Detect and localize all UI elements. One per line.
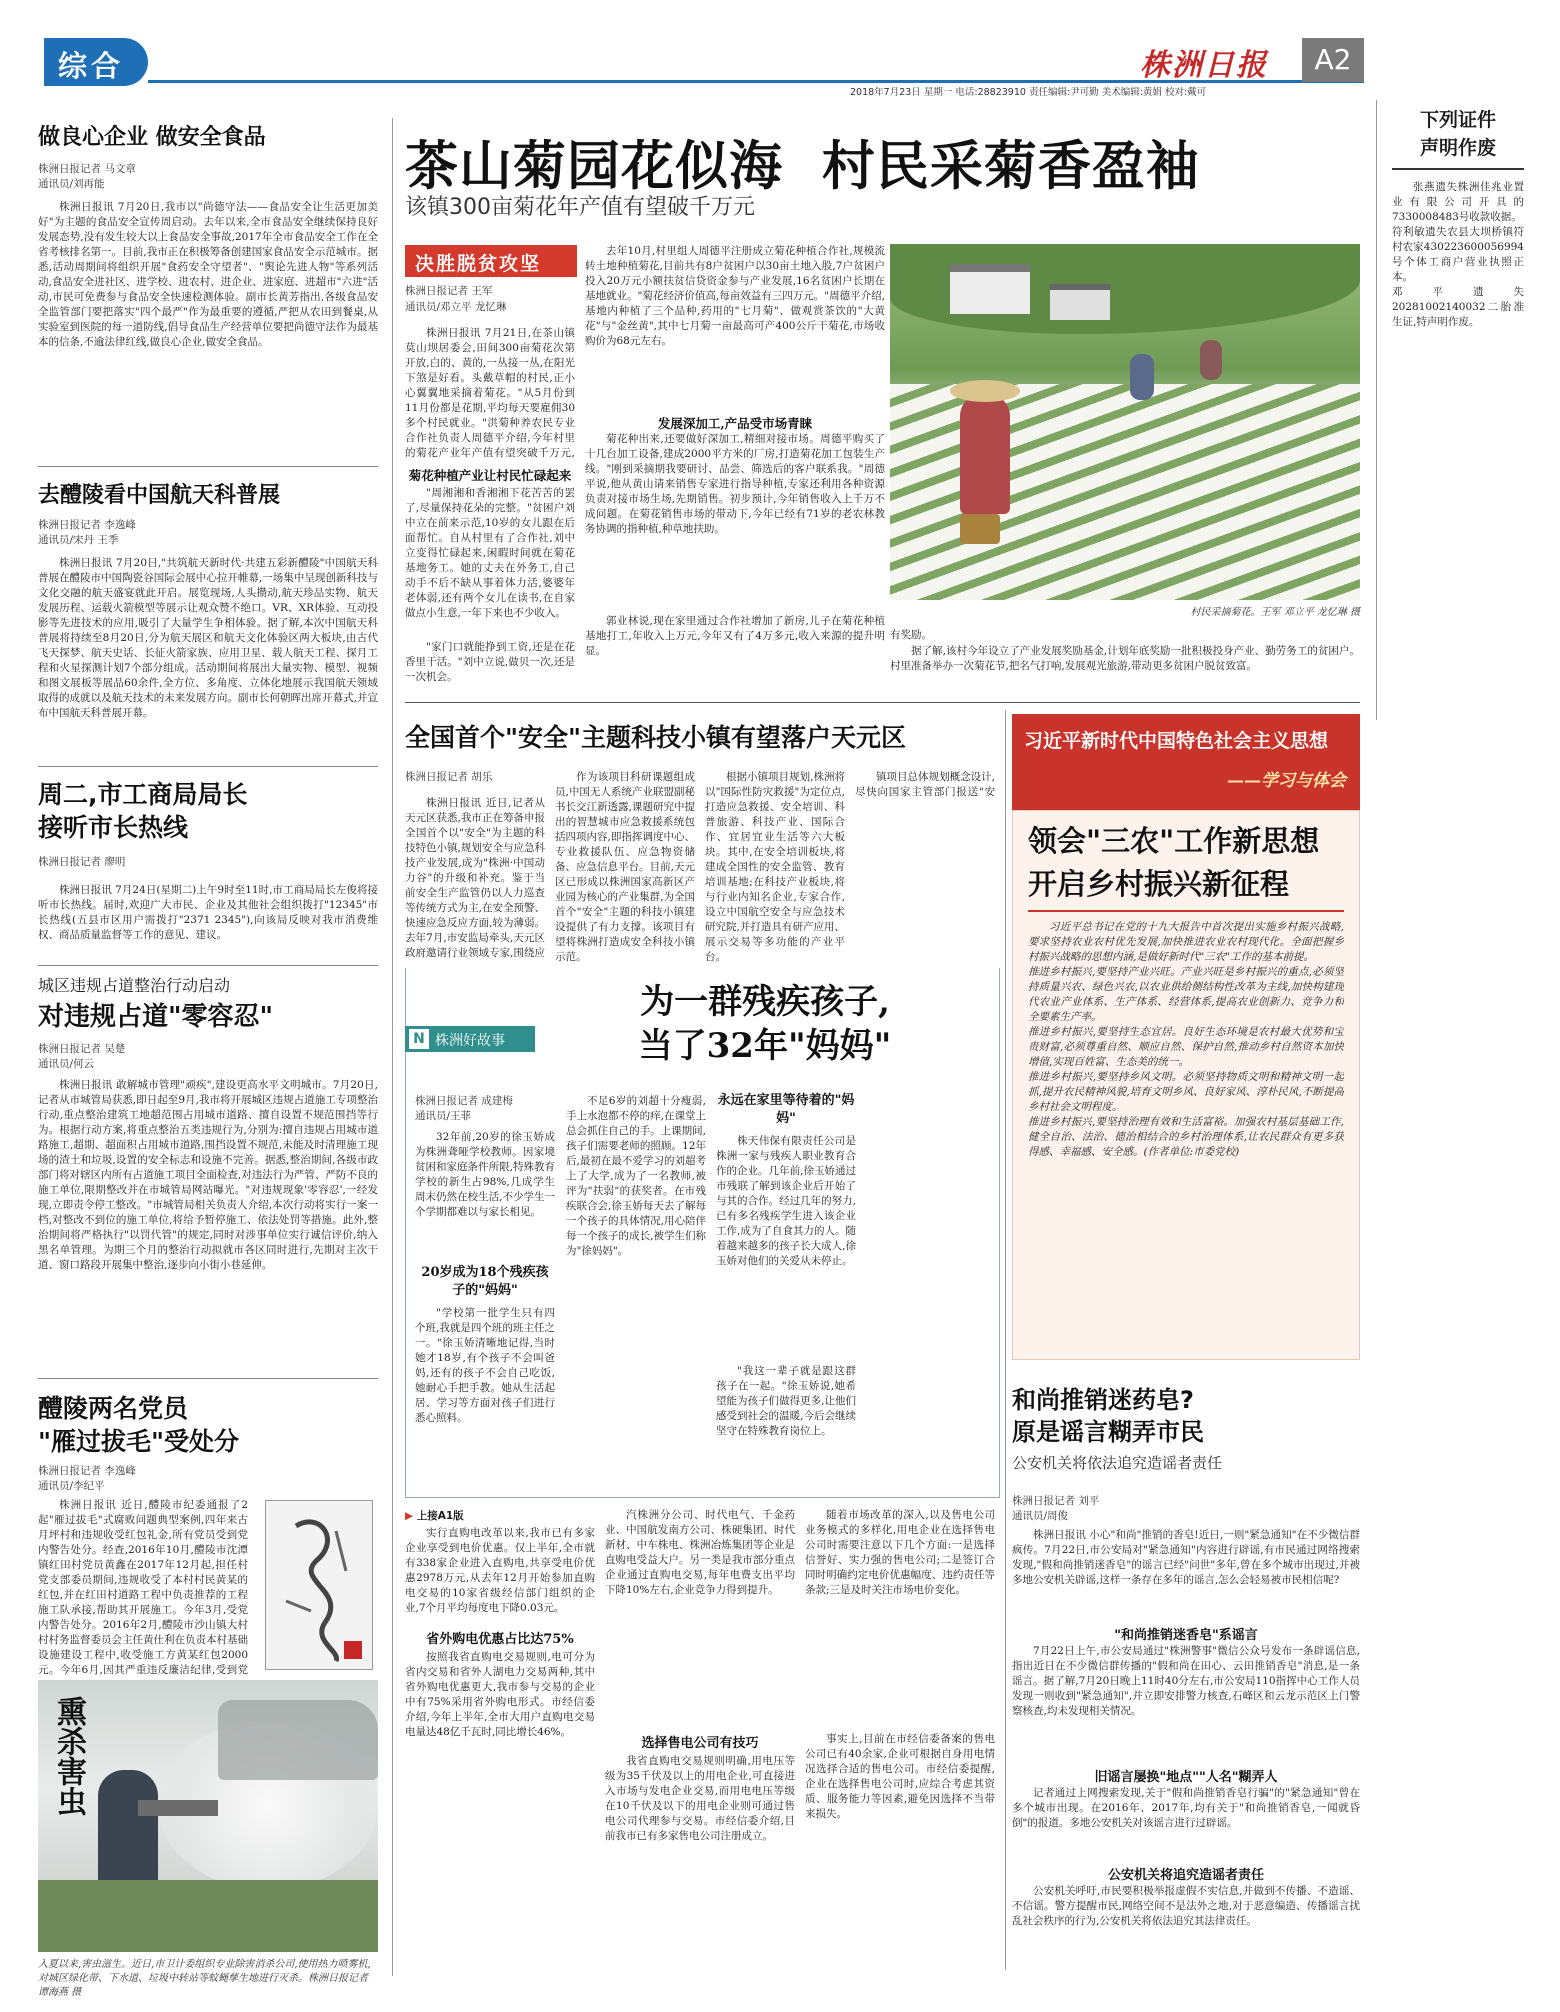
farmer-figure xyxy=(1130,354,1154,400)
byline: 通讯员/邓立平 龙忆琳 xyxy=(405,301,507,313)
news-icon: N xyxy=(409,1029,429,1049)
theory-banner-title: 习近平新时代中国特色社会主义思想 xyxy=(1024,730,1329,752)
page-number-box xyxy=(1302,38,1364,82)
basket xyxy=(960,514,1000,544)
article-body: 株天伟保有限责任公司是株洲一家与残疾人职业教育合作的企业。几年前,徐玉娇通过市残联了解到该企业后开始了与其的合作。经过几年的努力,已有多名残疾学生进入该企业工作,成为了自食其力的人。随着越来越多的孩子长大成人,徐玉娇对他们的关爱从未停止。 xyxy=(716,1135,856,1267)
campaign-tag xyxy=(405,245,577,277)
byline: 株洲日报记者 马文章 通讯员/刘再能 xyxy=(38,163,136,190)
divider xyxy=(1028,910,1344,912)
article-title-three-rural: 领会"三农"工作新思想 开启乡村振兴新征程 xyxy=(1028,824,1320,901)
byline: 株洲日报记者 胡乐 xyxy=(405,771,493,783)
article-body: 株洲日报讯 近日,记者从天元区获悉,我市正在筹备申报全国首个以"安全"为主题的科技特色小镇,规划安全与应急科技产业发展,成为"株洲·中国动力谷"的升级和补充。鉴于当前安全生产监管仍以人力巡查等传统方式为主,在安全预警、快速应急反应方面,较为薄弱。去年7月,市安监局牵头,天元区政府邀请行业领域专家,围绕应 xyxy=(405,797,545,959)
article-title-road-rectify: 对违规占道"零容忍" xyxy=(38,1002,274,1032)
chrysanthemum-field-photo xyxy=(890,244,1360,600)
notice-title: 下列证件 声明作废 xyxy=(1392,106,1524,170)
article-body: 实行直购电改革以来,我市已有多家企业享受到电价优惠。仅上半年,全市就有338家企业进入直购电,共享受电价优惠2978万元,从去年12月开始参加直购电交易的10家省级经信部门组织的企业,7个月平均每度电下降0.03元。 xyxy=(405,1527,595,1614)
article-subtitle: 公安机关将依法追究造谣者责任 xyxy=(1012,1454,1223,1472)
divider xyxy=(38,1378,378,1379)
section-label: 综合 xyxy=(58,49,125,83)
paper-logo xyxy=(1140,40,1305,83)
article-body: 随着市场改革的深入,以及售电公司业务模式的多样化,用电企业在选择售电公司时需要注意以下几个方面:一是选择信誉好、实力强的售电公司;二是签订合同时明确约定电价优惠幅度、违约责任等条款;三是及时关注市场电价变化。 xyxy=(805,1509,995,1596)
article-body: 据了解,该村今年设立了产业发展奖励基金,计划年底奖励一批积极投身产业、勤劳务工的贫困户。村里准备举办一次菊花节,把名气打响,发展观光旅游,带动更多贫困户脱贫致富。 xyxy=(890,645,1360,672)
lead-subheadline: 该镇300亩菊花年产值有望破千万元 xyxy=(405,195,755,220)
car-shape xyxy=(218,1700,378,1780)
sprayer-machine xyxy=(138,1800,218,1816)
divider xyxy=(38,766,378,767)
article-kicker: 城区违规占道整治行动启动 xyxy=(38,976,231,995)
article-body: 作为该项目科研课题组成员,中国无人系统产业联盟副秘书长交江新透露,课题研究中提出的智慧城市应急救援系统包括四项内容,即指挥调度中心、专业救援队伍、应急物资储备、应急信息平台。目前,天元区已形成以株洲国家高新区产业园为核心的产业集群,为全国首个"安全"主题的科技小镇建设提供了有力支撑。该项目有望将株洲打造成安全科技小镇示范。 xyxy=(555,771,695,962)
byline: 株洲日报记者 刘平 通讯员/周俊 xyxy=(1012,1495,1100,1522)
article-body: 汽株洲分公司、时代电气、千金药业、中国航发南方公司、株硬集团、时代新材、中车株电、株洲冶炼集团等企业是直购电受益大户。另一类是我市部分重点企业通过直购电交易,每年电费支出平均下降10%左右,企业竞争力得到提升。 xyxy=(605,1509,795,1596)
article-body: 我省直购电交易规则明确,用电压等级为35千伏及以上的用电企业,可直接进入市场与发电企业交易,而用电电压等级在10千伏及以下的用电企业则可通过售电公司代理参与交易。市经信委介绍,目前我市已有多家售电公司注册成立。 xyxy=(605,1755,795,1842)
subheading: 省外购电优惠占比达75% xyxy=(426,1632,574,1647)
column-rule-right xyxy=(1376,100,1377,720)
photo-caption: 村民采摘菊花。王军 邓立平 龙忆琳 摄 xyxy=(1190,607,1360,618)
article-body: 株洲日报讯 7月20日,"共筑航天新时代·共建五彩新醴陵"中国航天科普展在醴陵市中国陶瓷谷国际会展中心拉开帷幕,一场集中呈现创新科技与文化交融的航天盛宴就此开启。展览现场,人头攒动,航天珍品实物、航天发展历程、运载火箭模型等展示让观众赞不绝口。VR、XR体验、互动投影等先进技术的应用,吸引了大量学生争相体验。据了解,本次中国航天科普展将持续至8月20日,分为航天展区和航天文化体验区两大板块,由古代飞天探梦、航天史话、长征火箭家族、应用卫星、载人航天工程、探月工程和火星探测计划7个部分组成。活动期间将展出大量实物、模型、视频和图文展板等展品60余件,全方位、多角度、立体化地展示我国航天领域取得的成就以及航天技术的未来发展方向。副市长何朝晖出席开幕式,并宣布中国航天科普展开幕。 xyxy=(38,557,378,719)
issue-weekday: 星期一 xyxy=(923,87,953,98)
photo-title-text: 熏杀害虫 xyxy=(51,1696,86,1816)
byline: 株洲日报记者 李逸峰 通讯员/李纪平 xyxy=(38,1465,136,1492)
article-body: 菊花种出来,还要做好深加工,精细对接市场。周德平购买了十几台加工设备,建成2000平方米的厂房,打造菊花加工包装生产线。"刚到采摘期我要研讨、品尝、筛选后的客户联系我。"周德平说,他从黄山请来销售专家进行指导种植,专家还利用各种资源负责对接市场生场,先期销售。初步预计,今年销售收入上千万不成问题。在菊花销售市场的带动下,今年已经有71岁的老农林教务协调的指种植,种草地扶助。 xyxy=(585,433,885,535)
farmhouse xyxy=(950,264,1030,314)
article-title-space-expo: 去醴陵看中国航天科普展 xyxy=(38,483,281,508)
byline: 株洲日报记者 廖明 xyxy=(38,856,126,868)
continuation-marker xyxy=(405,1508,525,1523)
article-title-disabled-kids: 为一群残疾孩子, 当了32年"妈妈" xyxy=(638,982,892,1066)
article-title-food-safety: 做良心企业 做安全食品 xyxy=(38,125,266,150)
column-rule-left xyxy=(392,118,393,1976)
editor: 责任编辑:尹可勤 xyxy=(1028,87,1099,98)
subheading: "和尚推销迷香皂"系谣言 xyxy=(1114,1628,1258,1643)
triangle-icon: ▶ xyxy=(405,1510,414,1522)
notice-body: 张燕遗失株洲佳兆业置业有限公司开具的7330008483号收款收据。 符利敏遗失农县大坝桥镇符村农家430223600056994号个体工商户营业执照正本。 邓平遗失20281002140032二胎准生证,特声明作废。 xyxy=(1392,181,1524,328)
byline: 株洲日报记者 李逸峰 通讯员/宋丹 王季 xyxy=(38,519,136,546)
art-editor: 美术编辑:黄娟 xyxy=(1101,87,1162,98)
farmer-figure xyxy=(1200,340,1222,380)
article-body: 不足6岁的刘超十分瘦弱,手上水泡都不停的痒,在课堂上总会抓住自己的手。上课期间,孩子们需要老师的照顾。12年后,最初在最不爱学习的刘超考上了大学,成为了一名教师,被评为"扶弱"的获奖者。在市残疾联合会,徐玉娇每天去了解每一个孩子的具体情况,用心陪伴每一个孩子的成长,被学生们称为"徐妈妈"。 xyxy=(566,1095,706,1257)
article-body: 株洲日报讯 小心"和尚"推销的香皂!近日,一则"紧急通知"在不少微信群疯传。7月22日,市公安局对"紧急通知"内容进行辟谣,有市民通过网络搜索发现,"假和尚推销迷香皂"的谣言已经"问世"多年,曾在多个城市出现过,并被多地公安机关辟谣,这样一条存在多年的谣言,怎么会轻易被市民相信呢? xyxy=(1012,1529,1360,1586)
divider xyxy=(38,466,378,467)
lead-headline: 茶山菊园花似海 村民采菊香盈袖 xyxy=(405,136,1200,197)
article-body: "我这一辈子就是跟这群孩子在一起。"徐玉娇说,她希望能为孩子们做得更多,让他们感受到社会的温暖,今后会继续坚守在特殊教育岗位上。 xyxy=(716,1365,856,1437)
calligraphy-stamp xyxy=(265,1500,373,1670)
article-body: "学校第一批学生只有四个班,我就是四个班的班主任之一。"徐玉娇清晰地记得,当时她才18岁,有个孩子不会叫爸妈,还有的孩子不会自己吃饭,她耐心手把手教。她从生活起居、学习等方面对孩子们进行悉心照料。 xyxy=(415,1307,555,1424)
story-tag xyxy=(405,1026,535,1052)
article-body: 按照我省直购电交易规则,电可分为省内交易和省外人湖电力交易两种,其中省外购电优惠更大,我市参与交易的企业中有75%采用省外购电形式。市经信委介绍,今年上半年,全市大用户直购电交易电量达48亿千瓦时,同比增长46%。 xyxy=(405,1651,595,1738)
article-body: 记者通过上网搜索发现,关于"假和尚推销香皂行骗"的"紧急通知"曾在多个城市出现。在2016年、2017年,均有关于"和尚推销香皂,一闻就昏倒"的报道。多地公安机关对该谣言进行过辟谣。 xyxy=(1012,1787,1360,1829)
article-body: 株洲日报讯 7月24日(星期二)上午9时至11时,市工商局局长左俊将接听市长热线。届时,欢迎广大市民、企业及其他社会组织拨打"12345"市长热线(五县市区用户需拨打"2371 2345"),向该局反映对我市消费维权、商品质量监督等工作的意见、建议。 xyxy=(38,884,378,941)
photo-caption: 入夏以来,害虫滋生。近日,市卫计委组织专业除害消杀公司,使用热力喷雾机,对城区绿化带、下水道、垃圾中转站等蚊蝇孳生地进行灭杀。株洲日报记者 谭海燕 摄 xyxy=(38,1959,371,1998)
divider xyxy=(38,965,378,966)
byline: 株洲日报记者 成建梅 通讯员/王菲 xyxy=(415,1095,513,1122)
article-body: 7月22日上午,市公安局通过"株洲警事"微信公众号发布一条辟谣信息,指出近日在不少微信群传播的"假和尚在田心、云田推销香皂"消息,是一条谣言。据了解,7月20日晚上11时40分左右,市公安局110指挥中心工作人员发现一则收到"紧急通知",并立即安排警力核查,石峰区和云龙示范区上门警察核查,均未发现相关情况。 xyxy=(1012,1645,1360,1717)
theory-banner-sub: ——学习与体会 xyxy=(1227,771,1346,791)
hedge xyxy=(38,1880,378,1952)
article-body: 事实上,目前在市经信委备案的售电公司已有40余家,企业可根据自身用电情况选择合适的售电公司。市经信委提醒,企业在选择售电公司时,应综合考虑其资质、服务能力等因素,避免因选择不当带来损失。 xyxy=(805,1733,995,1820)
article-body: 根据小镇项目规划,株洲将以"国际性防灾救援"为定位点,打造应急救援、安全培训、科普旅游、科技产业、国际合作、宜居宜业生活等六大板块。其中,在安全培训板块,将建成全国性的安全监管、教育培训基地;在科技产业板块,将与行业内知名企业,专家合作,设立中国航空安全与应急技术研究院,并打造具有研产应用、展示交易等多功能的产业平台。 xyxy=(705,771,845,962)
article-body: 郭业林说,现在家里通过合作社增加了新房,儿子在菊花种植基地打工,年收入上万元,今年又有了4万多元,收入来源的提升明显。 xyxy=(585,615,885,657)
story-tag-label: 株洲好故事 xyxy=(435,1033,505,1049)
farmhouse xyxy=(1050,284,1110,320)
article-body: 株洲日报讯 敢解城市管理"顽疾",建设更高水平文明城市。7月20日,记者从市城管局获悉,即日起至9月,我市将开展城区违规占道施工专项整治行动,重点整治建筑工地超范围占用城市道路、擅自设置不规范围挡等行为。根据行动方案,将重点整治五类违规行为,分别为:擅自违规占用城市道路施工,超期、超面积占用城市道路,围挡设置不规范,未能及时清理施工现场的渣土和垃圾,设置的安全标志和设施不完善。据悉,整治期间,各级市政部门将对辖区内所有占道施工项目全面检查,对违法行为严管、严防不良的施工单位,限期整改并在市城管局网站曝光。"对违规现象'零容忍',一经发现,立即责令停工整改。"市城管局相关负责人介绍,本次行动将实行一案一档,对整改不到位的施工单位,将给予暂停施工、依法处罚等措施。此外,整治期间将严格执行"以罚代管"的规定,同时对涉事单位实行诚信评价,纳入黑名单管理。为期三个月的整治行动拟就市各区同时进行,先期对主次干道、窗口路段开展集中整治,逐步向小街小巷延伸。 xyxy=(38,1079,378,1271)
article-body: 株洲日报讯 7月20日,我市以"尚德守法——食品安全让生活更加美好"为主题的食品安全宣传周启动。去年以来,全市食品安全继续保持良好发展态势,没有发生较大以上食品安全事故,2017年全市食品安全工作在全省考核排名第一。目前,我市正在积极筹备创建国家食品安全示范城市。据悉,活动周期间将组织开展"食药安全守望者"、"舆论先进人物"等系列活动,食品安全进社区、进学校、进农村、进企业、进家庭、进超市"六进"活动,市民可免费参与食品安全快速检测体验。副市长黄芳指出,各级食品安全监管部门要把落实"四个最严"作为最重要的遵循,严把从农田到餐桌,从实验室到医院的每一道防线,倡导食品生产经营单位要把尚德守法作为最基本的信条,不逾法律红线,做良心企业,做安全食品。 xyxy=(38,201,378,348)
article-body: 去年10月,村里组人周德平注册成立菊花种植合作社,规模流转土地种植菊花,目前共有8户贫困户以30亩土地入股,7户贫困户投入20万元小额扶贫信贷资金参与产业发展,16名贫困户长期在基地就业。"菊花经济价值高,每亩效益有三四万元。"周德平介绍,基地内种植了三个品种,药用的"七月菊"、做观赏茶饮的"大黄花"与"金丝黄",其中七月菊一亩最高可产400公斤干菊花,市场收购价为68元左右。 xyxy=(585,245,885,347)
theory-banner xyxy=(1012,714,1360,810)
subheading: 菊花种植产业让村民忙碌起来 xyxy=(408,468,572,483)
article-body: 习近平总书记在党的十九大报告中首次提出实施乡村振兴战略,要求坚持农业农村优先发展,加快推进农业农村现代化。全面把握乡村振兴战略的思想内涵,是做好新时代"三农"工作的基本前提。 推进乡村振兴,要坚持产业兴旺。产业兴旺是乡村振兴的重点,必须坚持质量兴农、绿色兴农,以农业供给侧结构性改革为主线,加快构建现代农业产业体系、生产体系、经营体系,提高农业创新力、竞争力和全要素生产率。 推进乡村振兴,要坚持生态宜居。良好生态环境是农村最大优势和宝贵财富,必须尊重自然、顺应自然、保护自然,推动乡村自然资本加快增值,实现百姓富、生态美的统一。 推进乡村振兴,要坚持乡风文明。必须坚持物质文明和精神文明一起抓,提升农民精神风貌,培育文明乡风、良好家风、淳朴民风,不断提高乡村社会文明程度。 推进乡村振兴,要坚持治理有效和生活富裕。加强农村基层基础工作,健全自治、法治、德治相结合的乡村治理体系,让农民群众有更多获得感、幸福感、安全感。(作者单位:市委党校) xyxy=(1028,921,1344,1158)
farmer-hat xyxy=(950,380,1020,402)
phone: 电话:28823910 xyxy=(955,87,1026,98)
page-number: A2 xyxy=(1314,43,1352,76)
farmer-figure xyxy=(960,394,1010,514)
brush-calligraphy-icon xyxy=(266,1501,374,1671)
continuation-label: 上接A1版 xyxy=(416,1510,464,1522)
masthead-info xyxy=(850,84,1290,98)
column-rule-mid xyxy=(1005,710,1006,1970)
divider xyxy=(405,702,1360,703)
issue-date: 2018年7月23日 xyxy=(850,87,921,98)
article-title-safety-town: 全国首个"安全"主题科技小镇有望落户天元区 xyxy=(405,723,907,752)
subheading: 20岁成为18个残疾孩子的"妈妈" xyxy=(421,1265,549,1298)
article-title-rumor: 和尚推销迷药皂? 原是谣言糊弄市民 xyxy=(1012,1386,1204,1446)
byline: 株洲日报记者 王军 xyxy=(405,285,493,297)
paper-name: 株洲日报 xyxy=(1140,48,1268,83)
subheading: 公安机关将追究造谣者责任 xyxy=(1107,1868,1264,1883)
article-title-hotline: 周二,市工商局局长 接听市长热线 xyxy=(38,780,248,842)
section-tag xyxy=(44,38,148,86)
subheading: 永远在家里等待着的"妈妈" xyxy=(717,1093,855,1126)
subheading: 发展深加工,产品受市场青睐 xyxy=(657,416,813,431)
subheading: 旧谣言屡换"地点""人名"糊弄人 xyxy=(1094,1770,1278,1785)
article-body: 有奖励。 xyxy=(890,629,932,641)
article-body: 32年前,20岁的徐玉娇成为株洲聋哑学校教师。因家境贫困和家庭条件所限,特殊教育学校的新生占98%,几成学生周末仍然在校生活,不少学生一个学期都难以与家长相见。 xyxy=(415,1131,555,1218)
article-title-discipline: 醴陵两名党员 "雁过拔毛"受处分 xyxy=(38,1394,240,1456)
article-body: "家门口就能挣到工资,还是在花香里干活。"刘中立说,做贝一次,还是一次机会。 xyxy=(405,641,575,683)
subheading: 选择售电公司有技巧 xyxy=(641,1736,759,1751)
photo-title xyxy=(46,1696,86,1816)
article-body: 株洲日报讯 近日,醴陵市纪委通报了2起"雁过拔毛"式腐败问题典型案例,四年来古月坪村和违规收受红包礼金,所有党员受到党内警告处分。经查,2016年10月,醴陵市沈潭镇红田村党员黄鑫在2017年12月起,担任村党支部委员期间,违规收受了本村村民黄某的红包,并在红田村道路工程中负责推荐的工程施工队承接,帮助其开展施工。今年3月,受党内警告处分。2016年2月,醴陵市沙山镇大村村村务监督委员会主任黄仕利在负责本村基础设施建设工程中,收受施工方黄某红包2000元。今年6月,因其严重违反廉洁纪律,受到党 xyxy=(38,1499,248,1676)
article-body: 株洲日报讯 7月21日,在茶山镇莫山坝居委会,田间300亩菊花次第开放,白的、黄的,一丛接一丛,在阳光下煞是好看。头戴草帽的村民,正小心翼翼地采摘着菊花。"从5月份到11月份都是花期,平均每天要雇佣30多个村民就业。"洪菊种养农民专业合作社负责人周德平介绍,今年村里的菊花产业年产值有望突破千万元, xyxy=(405,327,575,459)
article-body: 公安机关呼吁,市民要积极举报虚假不实信息,并做到不传播、不造谣、不信谣。警方提醒市民,网络空间不是法外之地,对于恶意编造、传播谣言扰乱社会秩序的行为,公安机关将依法追究其法律责任。 xyxy=(1012,1885,1360,1927)
proofreader: 校对:戴可 xyxy=(1164,87,1207,98)
article-body: 镇项目总体规划概念设计,尽快向国家主管部门报送"安 xyxy=(855,771,995,798)
byline: 株洲日报记者 吴楚 通讯员/何云 xyxy=(38,1043,126,1070)
campaign-tag-label: 决胜脱贫攻坚 xyxy=(415,253,542,275)
article-body: "周湘湘和香湘湘下花苦苦的罢了,尽量保持花朵的完整。"贫困户刘中立在前来示范,10岁的女儿跟在后面帮忙。自从村里有了合作社,刘中立变得忙碌起来,闲暇时间就在菊花基地务工。她的丈夫在外务工,自己动手不后不缺从事着体力活,婆婆年老体弱,还有两个女儿在读书,在自家做点小生意,一年下来也不少收入。 xyxy=(405,487,575,619)
